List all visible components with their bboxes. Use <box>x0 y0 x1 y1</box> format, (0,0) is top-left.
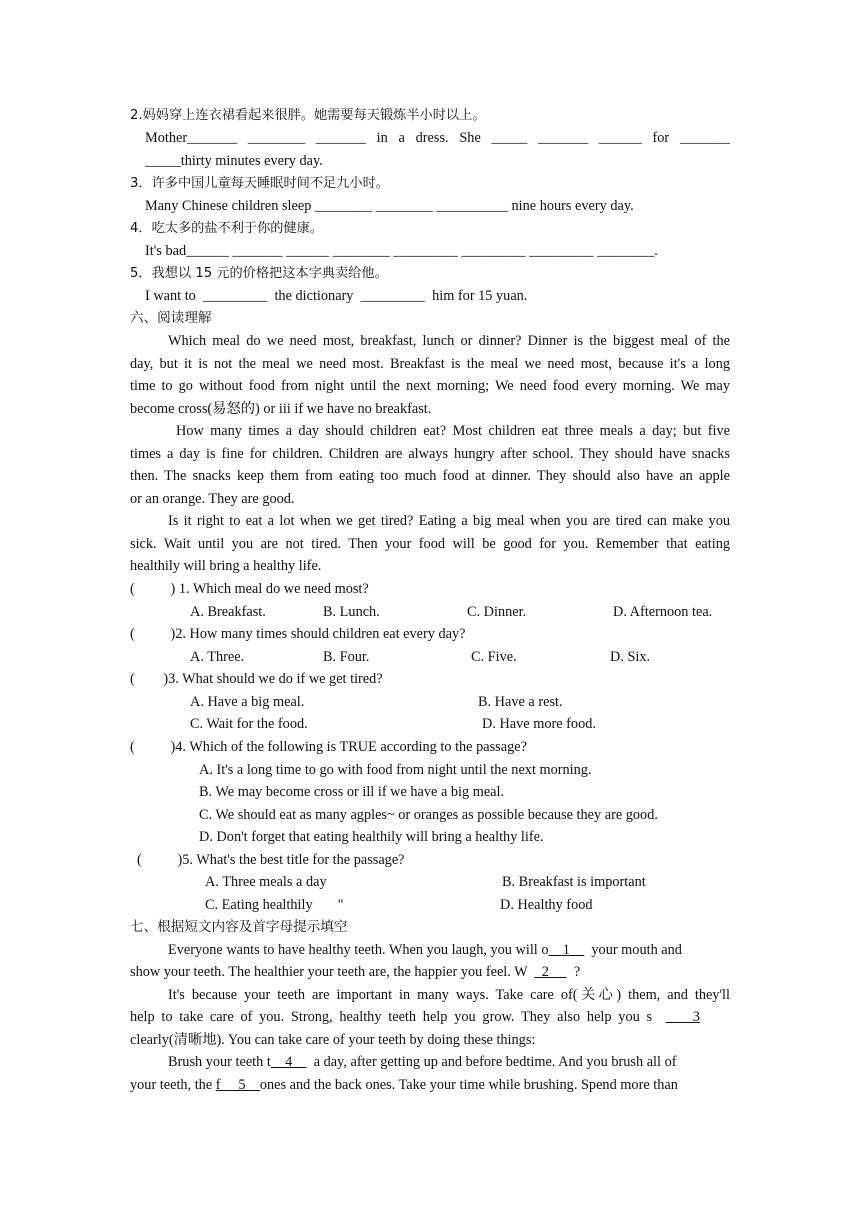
blank-2: 2 <box>534 964 567 980</box>
question-2-option-b: B. Four. <box>323 649 370 665</box>
passage-paragraph-3-line: healthily will bring a healthy life. <box>130 558 322 574</box>
blank-5: f 5 <box>215 1077 260 1093</box>
q2-english-line-1: Mother_______ ________ _______ in a dress. She _____ _______ ______ for _______ <box>145 130 730 146</box>
question-3-option-a: A. Have a big meal. <box>190 694 305 710</box>
question-2-option-c: C. Five. <box>471 649 517 665</box>
blank-3: 3 <box>665 1009 700 1025</box>
question-4-stem: ( )4. Which of the following is TRUE according to the passage? <box>130 739 527 755</box>
question-1-option-d: D. Afternoon tea. <box>613 604 713 620</box>
cloze-text: your mouth and <box>584 942 682 958</box>
question-5-stem: ( )5. What's the best title for the passage? <box>137 852 405 868</box>
cloze-line: It's because your teeth are important in many ways. Take care of(关心) them, and they'll <box>168 987 730 1003</box>
passage-paragraph-2-line: or an orange. They are good. <box>130 491 295 507</box>
question-4-option-c: C. We should eat as many agples~ or oranges as possible because they are good. <box>199 807 658 823</box>
q2-chinese-sentence: 2.妈妈穿上连衣裙看起来很胖。她需要每天锻炼半小时以上。 <box>130 108 486 123</box>
cloze-line <box>130 963 580 983</box>
blank-4: 4 <box>270 1054 307 1070</box>
question-2-stem: ( )2. How many times should children eat every day? <box>130 626 466 642</box>
q5-english-line: I want to _________ the dictionary _________ him for 15 yuan. <box>145 288 528 304</box>
cloze-text: show your teeth. The healthier your teeth are, the happier you feel. W <box>130 964 535 980</box>
section-7-heading: 七、根据短文内容及首字母提示填空 <box>130 919 348 935</box>
cloze-text: help to take care of you. Strong, healthy teeth help you grow. They also help you s <box>130 1009 666 1025</box>
question-5-option-d: D. Healthy food <box>500 897 593 913</box>
question-1-stem: ( ) 1. Which meal do we need most? <box>130 581 369 597</box>
passage-paragraph-1-line: become cross(易怒的) or iii if we have no breakfast. <box>130 401 432 417</box>
cloze-text: a day, after getting up and before bedtime. And you brush all of <box>306 1054 677 1070</box>
question-2-option-d: D. Six. <box>610 649 651 665</box>
section-6-heading: 六、阅读理解 <box>130 310 212 326</box>
question-5-option-a: A. Three meals a day <box>205 874 327 890</box>
cloze-text: your teeth, the <box>130 1077 216 1093</box>
question-1-option-b: B. Lunch. <box>323 604 380 620</box>
passage-paragraph-2-line: then. The snacks keep them from eating too much food at dinner. They should also have an apple <box>130 468 730 484</box>
question-3-option-b: B. Have a rest. <box>478 694 563 710</box>
q3-english-line: Many Chinese children sleep ________ ________ __________ nine hours every day. <box>145 198 634 214</box>
cloze-text: ones and the back ones. Take your time while brushing. Spend more than <box>259 1077 678 1093</box>
q5-chinese-sentence: 5．我想以 15 元的价格把这本字典卖给他。 <box>130 266 388 281</box>
question-5-option-c: C. Eating healthily " <box>205 897 344 913</box>
question-4-option-b: B. We may become cross or ill if we have a big meal. <box>199 784 505 800</box>
question-5-option-b: B. Breakfast is important <box>502 874 646 890</box>
cloze-text: Brush your teeth t <box>168 1054 271 1070</box>
blank-1: 1 <box>548 942 585 958</box>
cloze-text: Everyone wants to have healthy teeth. When you laugh, you will o <box>168 942 549 958</box>
passage-paragraph-2-line: How many times a day should children eat? Most children eat three meals a day; but five <box>176 423 730 439</box>
passage-paragraph-2-line: times a day is fine for children. Children are always hungry after school. They should have snacks <box>130 446 730 462</box>
question-1-option-a: A. Breakfast. <box>190 604 266 620</box>
cloze-line <box>130 1076 678 1096</box>
question-4-option-d: D. Don't forget that eating healthily will bring a healthy life. <box>199 829 544 845</box>
cloze-line: clearly(清晰地). You can take care of your teeth by doing these things: <box>130 1032 536 1048</box>
q3-chinese-sentence: 3．许多中国儿童每天睡眠时间不足九小时。 <box>130 176 389 191</box>
cloze-line <box>168 941 682 961</box>
question-1-option-c: C. Dinner. <box>467 604 527 620</box>
question-4-option-a: A. It's a long time to go with food from night until the next morning. <box>199 762 592 778</box>
q2-english-line-2: _____thirty minutes every day. <box>145 153 323 169</box>
passage-paragraph-3-line: sick. Wait until you are not tired. Then your food will be good for you. Remember that eating <box>130 536 730 552</box>
question-3-option-d: D. Have more food. <box>482 716 596 732</box>
cloze-line <box>168 1053 676 1073</box>
cloze-line <box>130 1008 700 1028</box>
question-2-option-a: A. Three. <box>190 649 245 665</box>
q4-english-line: It's bad______ _______ ______ ________ _________ _________ _________ ________. <box>145 243 658 259</box>
cloze-text: ? <box>566 964 581 980</box>
passage-paragraph-1-line: day, but it is not the meal we need most. Breakfast is the meal we need most, because it's a long <box>130 356 730 372</box>
passage-paragraph-1-line: Which meal do we need most, breakfast, lunch or dinner? Dinner is the biggest meal of the <box>168 333 730 349</box>
question-3-stem: ( )3. What should we do if we get tired? <box>130 671 383 687</box>
passage-paragraph-3-line: Is it right to eat a lot when we get tired? Eating a big meal when you are tired can make you <box>168 513 730 529</box>
q4-chinese-sentence: 4．吃太多的盐不利于你的健康。 <box>130 221 324 236</box>
question-3-option-c: C. Wait for the food. <box>190 716 308 732</box>
passage-paragraph-1-line: time to go without food from night until the next morning; We need food every morning. We may <box>130 378 730 394</box>
